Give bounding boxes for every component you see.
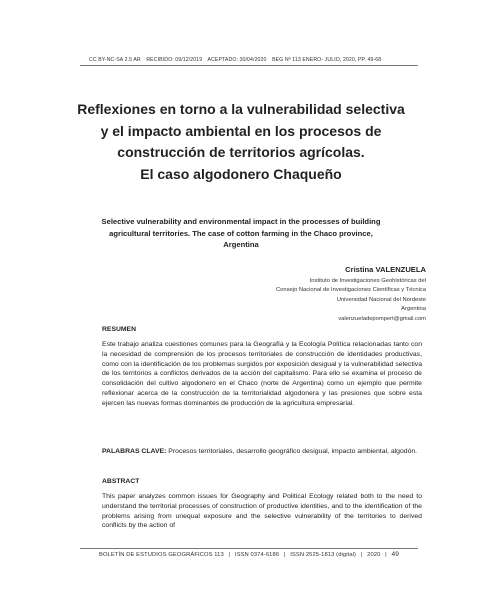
article-title <box>70 99 412 185</box>
footer-issn-digital: ISSN 2525-1813 (digital) <box>290 552 357 558</box>
keywords-text: Procesos territoriales, desarrollo geográfico desigual, impacto ambiental, algodón. <box>168 448 418 455</box>
author-name: Cristina VALENZUELA <box>345 265 426 274</box>
footer-issn: ISSN 0374-6186 <box>234 552 280 558</box>
keywords-label: PALABRAS CLAVE: <box>102 448 167 455</box>
affiliation-line: Universidad Nacional del Nordeste <box>336 296 426 303</box>
issue-info: BEG Nº 113 ENERO- JULIO, 2020, PP. 49-68 <box>272 57 382 63</box>
english-title <box>80 216 402 251</box>
footer-separator: | <box>360 552 363 558</box>
license-label: CC BY-NC-SA 2.5 AR <box>89 57 141 63</box>
affiliation-line: Instituto de Investigaciones Geohistóricas del <box>309 278 426 284</box>
author-email[interactable]: valenzueladepompert@gmail.com <box>338 315 426 322</box>
footer-separator: | <box>283 552 286 558</box>
abstract-text: This paper analyzes common issues for Geography and Political Ecology related both to the need to understand the territorial processes of construction of productive identities, and to the identification of the problems arising from unequal exposure and the selective vulnerability of the territories to derived conflicts by the action of <box>102 493 422 530</box>
resumen-heading: RESUMEN <box>102 326 136 333</box>
resumen-text: Este trabajo analiza cuestiones comunes para la Geografía y la Ecología Política relacionadas tanto con la necesidad de comprensión de los procesos territoriales de construcción de identidades productivas, como con la identificación de los problemas surgidos por exposición desigual y la vulnerabilidad selectiva de los territorios a conflictos derivados de la acción del capitalismo. Para ello se examina el proceso de consolidación del cultivo algodonero en el Chaco (norte de Argentina) como un ejemplo que permite reflexionar acerca de la construcción de la territorialidad algodonera y las presiones que sobre esta ejercen las nuevas formas dominantes de producción de la agricultura empresarial. <box>102 341 422 407</box>
footer-divider <box>80 548 418 549</box>
subtitle-line: Argentina <box>223 240 259 249</box>
author-affiliation <box>166 277 426 324</box>
subtitle-line: agricultural territories. The case of cotton farming in the Chaco province, <box>109 228 373 238</box>
abstract-heading: ABSTRACT <box>102 478 140 485</box>
footer-separator: | <box>228 552 231 558</box>
affiliation-line: Consejo Nacional de Investigaciones Científicas y Técnica <box>275 287 426 294</box>
received-date: RECIBIDO: 09/12/2019 <box>146 57 203 63</box>
footer-journal: BOLETÍN DE ESTUDIOS GEOGRÁFICOS 113 <box>98 552 224 558</box>
page-footer <box>80 551 418 558</box>
keywords-paragraph <box>102 447 422 457</box>
subtitle-line: Selective vulnerability and environmental impact in the processes of building <box>101 217 381 226</box>
accepted-date: ACEPTADO: 30/04/2020 <box>207 57 267 63</box>
title-line: y el impacto ambiental en los procesos de <box>100 122 382 139</box>
title-line: El caso algodonero Chaqueño <box>140 165 342 182</box>
page-number: 49 <box>391 551 400 558</box>
title-line: construcción de territorios agrícolas. <box>117 144 365 160</box>
affiliation-line: Argentina <box>401 306 426 313</box>
header-divider <box>80 65 418 66</box>
footer-separator: | <box>385 552 387 558</box>
journal-header <box>89 57 409 63</box>
footer-year: 2020 <box>367 552 381 558</box>
title-line: Reflexiones en torno a la vulnerabilidad selectiva <box>77 101 405 117</box>
